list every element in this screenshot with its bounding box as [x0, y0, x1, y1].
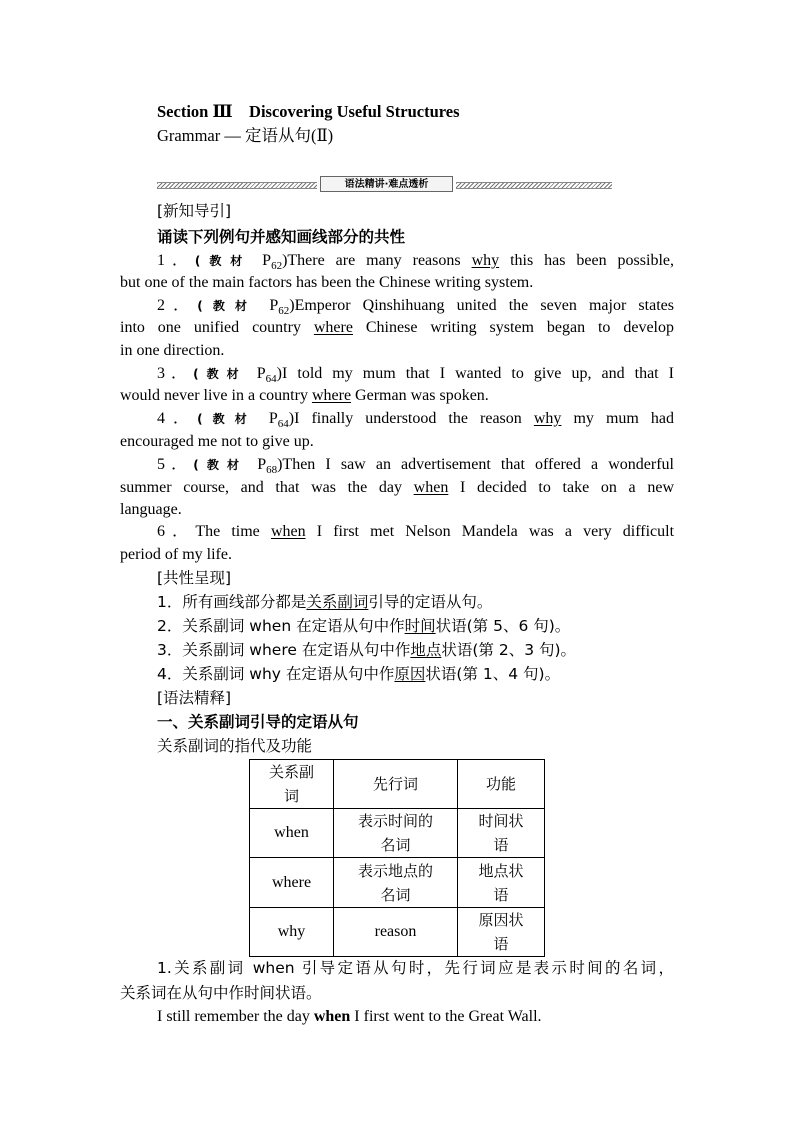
underlined-relative-adverb: when: [413, 479, 449, 496]
underlined-relative-adverb: why: [533, 410, 562, 427]
table-header-row: [250, 760, 545, 809]
section-title: Section Ⅲ Discovering Useful Structures: [157, 102, 460, 121]
table-caption: 关系副词的指代及功能: [157, 737, 313, 755]
table-row: [250, 908, 545, 957]
table-row: [250, 858, 545, 908]
table-cell: 地点状 语: [458, 858, 545, 908]
table-cell: where: [250, 858, 334, 908]
underlined-relative-adverb: why: [471, 252, 500, 269]
example-3-line-2: would never live in a country where German was spoken.: [120, 387, 489, 404]
intro-heading: [新知导引]: [157, 202, 232, 220]
rule-1-example: I still remember the day when I first went to the Great Wall.: [157, 1008, 542, 1025]
table-cell: 表示时间的 名词: [334, 809, 458, 858]
table-cell: reason: [334, 908, 458, 957]
explanation-subheading: 一、关系副词引导的定语从句: [157, 713, 359, 731]
example-5-line-3: language.: [120, 501, 182, 518]
example-3-line-1: 3．(教材 $P_{64})I$ told my mum that I wanted to give up, and that I: [157, 365, 674, 386]
commonality-item-4: 4．关系副词 why 在定语从句中作原因状语(第 1、4 句)。: [157, 665, 561, 683]
example-4-line-1: 4．(教材 $P_{64})I$ finally understood the reason why my mum had: [157, 410, 675, 431]
underlined-relative-adverb: when: [270, 523, 306, 540]
example-5-line-2: summer course, and that was the day when I decided to take on a new: [120, 479, 674, 496]
commonality-item-3: 3．关系副词 where 在定语从句中作地点状语(第 2、3 句)。: [157, 641, 577, 659]
table-cell: when: [250, 809, 334, 858]
table-cell: 时间状 语: [458, 809, 545, 858]
table-header-cell: 关系副 词: [250, 760, 334, 809]
underlined-relative-adverb: where: [313, 319, 353, 336]
example-1-line-2: but one of the main factors has been the Chinese writing system.: [120, 274, 534, 291]
example-4-line-2: encouraged me not to give up.: [120, 433, 314, 450]
intro-instruction: 诵读下列例句并感知画线部分的共性: [157, 228, 406, 246]
grammar-title: Grammar — 定语从句(Ⅱ): [157, 126, 334, 145]
banner-right-hatch: [456, 182, 612, 189]
commonality-heading: [共性呈现]: [157, 569, 232, 587]
example-2-line-1: 2．(教材 $P_{62})Emperor$ Qinshihuang united the seven major states: [157, 297, 674, 318]
underlined-relative-adverb: where: [311, 387, 352, 404]
example-1-line-1: 1．(教材 $P_{62})There$ are many reasons why this has been possible,: [157, 252, 674, 273]
example-6-line-1: 6．The time when I first met Nelson Mandela was a very difficult: [157, 523, 675, 540]
table-row: [250, 809, 545, 858]
banner-left-hatch: [157, 182, 317, 189]
commonality-item-1: 1．所有画线部分都是关系副词引导的定语从句。: [157, 593, 493, 611]
section-banner: [157, 176, 612, 192]
banner-label: 语法精讲·难点透析: [320, 176, 453, 192]
explanation-heading: [语法精释]: [157, 689, 232, 707]
table-header-cell: 功能: [458, 760, 545, 809]
table-cell: why: [250, 908, 334, 957]
example-6-line-2: period of my life.: [120, 546, 232, 563]
table-cell: 原因状 语: [458, 908, 545, 957]
example-5-line-1: 5．(教材 $P_{68})Then$ I saw an advertisement that offered a wonderful: [157, 456, 674, 477]
rule-1-line-2: 关系词在从句中作时间状语。: [120, 984, 322, 1002]
relative-adverb-table: [249, 759, 545, 957]
table-cell: 表示地点的 名词: [334, 858, 458, 908]
table-header-cell: 先行词: [334, 760, 458, 809]
commonality-item-2: 2．关系副词 when 在定语从句中作时间状语(第 5、6 句)。: [157, 617, 571, 635]
example-2-line-2: into one unified country where Chinese writing system began to develop: [120, 319, 674, 336]
example-2-line-3: in one direction.: [120, 342, 225, 359]
rule-1-line-1: 1.关系副词 when 引导定语从句时，先行词应是表示时间的名词，: [157, 959, 674, 977]
